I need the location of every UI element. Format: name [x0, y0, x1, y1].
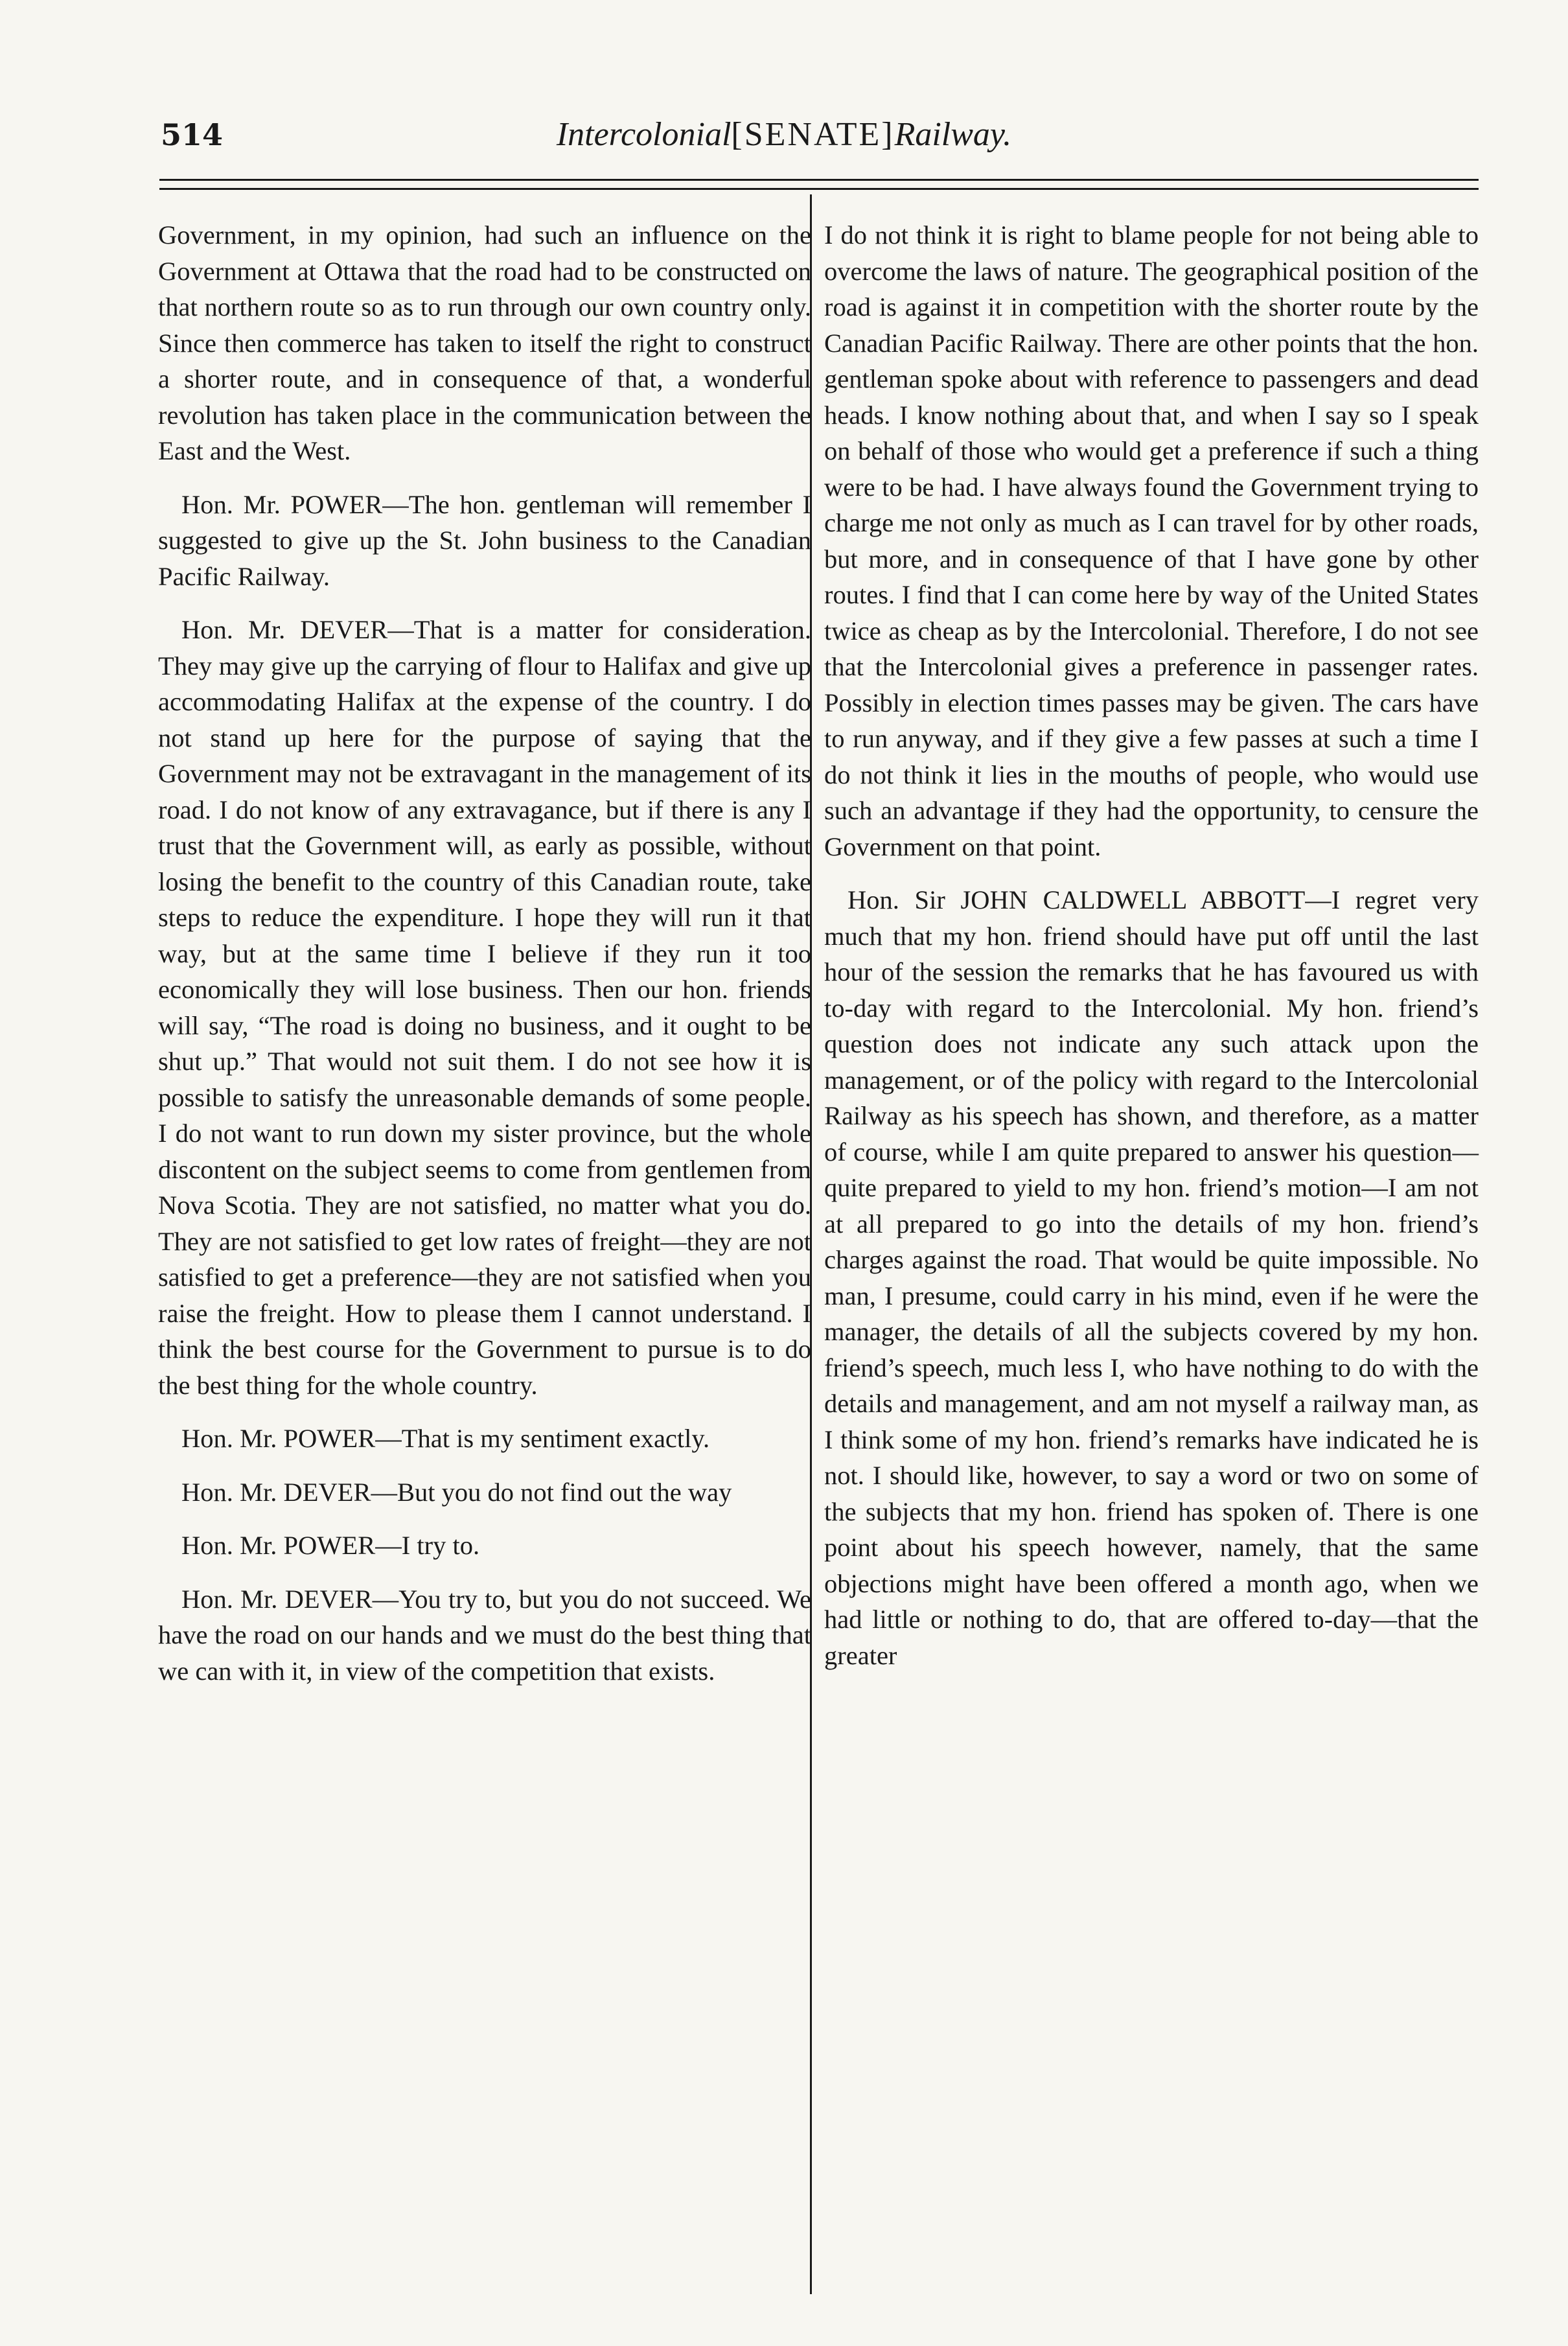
paragraph: Government, in my opinion, had such an influence on the Government at Ottawa that the road had to be constructed on that northern route so as to run through our own country only. Since then commerce has taken to itself the right to construct a shorter route, and in consequence of that, a wonderful revolution has taken place in the communication between the East and the West. — [158, 220, 811, 465]
paragraph: Hon. Mr. POWER—The hon. gentleman will remember I suggested to give up the St. John business to the Canadian Pacific Railway. — [158, 489, 811, 591]
page-number: 514 — [161, 117, 224, 152]
running-title — [0, 109, 1568, 161]
header-rule-bottom — [159, 188, 1479, 190]
paragraph: Hon. Mr. DEVER—But you do not find out the way — [181, 1477, 732, 1507]
paragraph: Hon. Mr. POWER—I try to. — [181, 1531, 480, 1560]
left-column — [158, 217, 811, 1706]
paragraph: Hon. Sir JOHN CALDWELL ABBOTT—I regret very much that my hon. friend should have put off until the last hour of the session the remarks that he has favoured us with to-day with regard to the Intercolonial. My hon. friend’s question does not indicate any such attack upon the management, or of the policy with regard to the Intercolonial Railway as his speech has shown, and therefore, as a matter of course, while I am quite prepared to answer his question—quite prepared to yield to my hon. friend’s motion—I am not at all prepared to go into the details of my hon. friend’s charges against the road. That would be quite impossible. No man, I presume, could carry in his mind, even if he were the manager, the details of all the subjects covered by my hon. friend’s speech, much less I, who have nothing to do with the details and management, and am not myself a railway man, as I think some of my hon. friend’s remarks have indicated he is not. I should like, however, to say a word or two on some of the subjects that my hon. friend has spoken of. There is one point about his speech however, namely, that the same objections might have been offered a month ago, when we had little or nothing to do, that are offered to-day—that the greater — [824, 885, 1479, 1670]
header-rule-top — [159, 179, 1479, 181]
paragraph: Hon. Mr. POWER—That is my sentiment exactly. — [181, 1424, 710, 1453]
title-railway: Railway. — [894, 116, 1012, 153]
paragraph: Hon. Mr. DEVER—You try to, but you do not succeed. We have the road on our hands and we must do the best thing that we can with it, in view of the competition that exists. — [158, 1584, 811, 1686]
paragraph: Hon. Mr. DEVER—That is a matter for consideration. They may give up the carrying of flour to Halifax and give up accommodating Halifax at the expense of the country. I do not stand up here for the purpose of saying that the Government may not be extravagant in the management of its road. I do not know of any extravagance, but if there is any I trust that the Government will, as early as possible, without losing the benefit to the country of this Canadian route, take steps to reduce the expenditure. I hope they will run it that way, but at the same time I believe if they run it too economically they will lose business. Then our hon. friends will say, “The road is doing no business, and it ought to be shut up.” That would not suit them. I do not see how it is possible to satisfy the unreasonable demands of some people. I do not want to run down my sister province, but the whole discontent on the subject seems to come from gentlemen from Nova Scotia. They are not satisfied, no matter what you do. They are not satisfied to get low rates of freight—they are not satisfied to get a preference—they are not satisfied when you raise the freight. How to please them I cannot understand. I think the best course for the Government to pursue is to do the best thing for the whole country. — [158, 615, 811, 1400]
right-column — [824, 217, 1479, 1691]
title-senate: [SENATE] — [731, 116, 895, 153]
paragraph: I do not think it is right to blame people for not being able to overcome the laws of nature. The geographical position of the road is against it in competition with the shorter route by the Canadian Pacific Railway. There are other points that the hon. gentleman spoke about with reference to passengers and dead heads. I know nothing about that, and when I say so I speak on behalf of those who would get a preference if such a thing were to be had. I have always found the Government trying to charge me not only as much as I can travel for by other roads, but more, and in consequence of that I have gone by other routes. I find that I can come here by way of the United States twice as cheap as by the Intercolonial. Therefore, I do not see that the Intercolonial gives a preference in passenger rates. Possibly in election times passes may be given. The cars have to run anyway, and if they give a few passes at such a time I do not think it lies in the mouths of people, who would use such an advantage if they had the opportunity, to censure the Government on that point. — [824, 220, 1479, 861]
title-intercolonial: Intercolonial — [556, 116, 732, 153]
running-header — [0, 109, 1568, 161]
